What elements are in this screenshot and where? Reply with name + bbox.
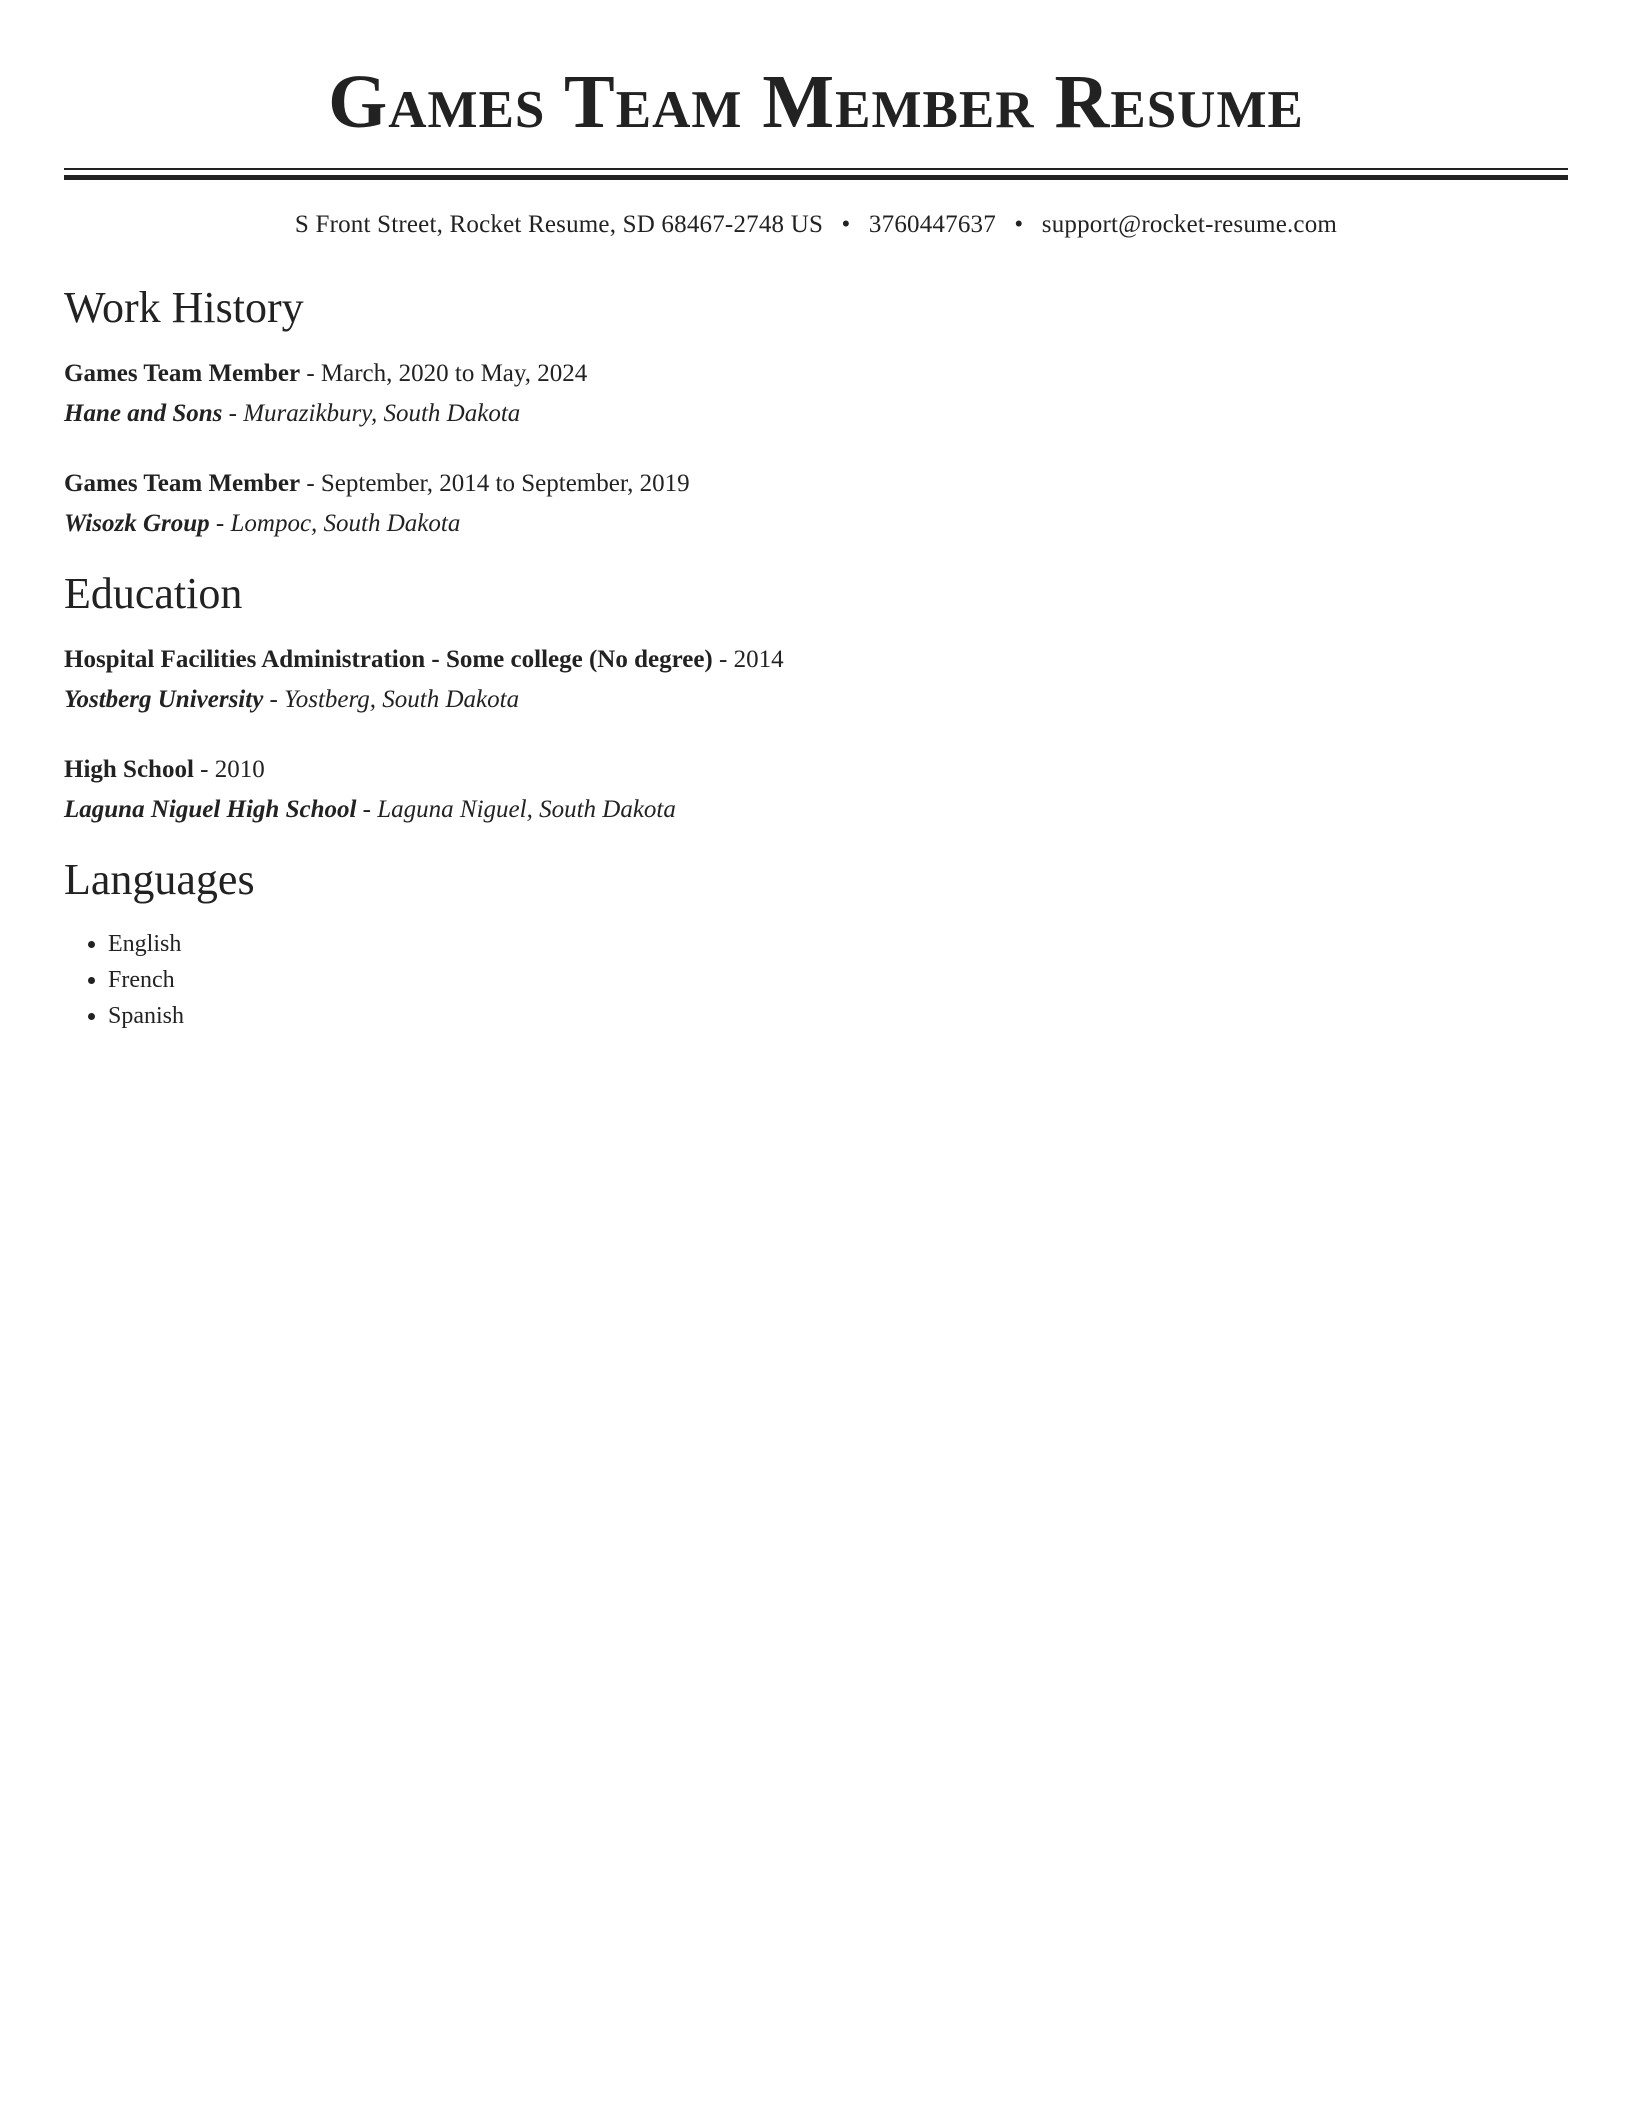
list-item: • Spanish — [108, 998, 1568, 1034]
employer-name: Wisozk Group — [64, 510, 210, 537]
employer-name: Hane and Sons — [64, 400, 223, 427]
school-name: Yostberg University — [64, 686, 264, 713]
contact-address: S Front Street, Rocket Resume, SD 68467-2748 US — [294, 211, 824, 238]
education-program-line: Hospital Facilities Administration - Some college (No degree) - 2014 — [64, 646, 784, 673]
school-location: Yostberg, South Dakota — [284, 686, 520, 713]
section-heading: Work History — [64, 283, 304, 332]
contact-separator: • — [1014, 211, 1024, 238]
education-school-line: Laguna Niguel High School - Laguna Niguel, South Dakota — [64, 796, 676, 823]
graduation-year: 2010 — [214, 756, 265, 783]
title-divider — [64, 168, 1568, 180]
education-entry — [64, 750, 1568, 830]
work-entry — [64, 464, 1568, 544]
work-role-line: Games Team Member - March, 2020 to May, 2024 — [64, 360, 588, 387]
list-item: • French — [108, 962, 1568, 998]
education-section — [64, 568, 1568, 830]
work-employer-line: Wisozk Group - Lompoc, South Dakota — [64, 510, 461, 537]
languages-section — [64, 854, 1568, 1034]
divider-thick-line — [64, 175, 1568, 180]
work-role-line: Games Team Member - September, 2014 to September, 2019 — [64, 470, 690, 497]
program-name: Hospital Facilities Administration - Some college (No degree) — [64, 646, 713, 673]
school-name: Laguna Niguel High School — [64, 796, 357, 823]
education-school-line: Yostberg University - Yostberg, South Dakota — [64, 686, 520, 713]
contact-email: support@rocket-resume.com — [1041, 211, 1338, 238]
education-program-line: High School - 2010 — [64, 756, 265, 783]
work-history-section — [64, 282, 1568, 544]
section-heading: Languages — [64, 855, 255, 904]
job-dates: September, 2014 to September, 2019 — [320, 470, 690, 497]
school-location: Laguna Niguel, South Dakota — [377, 796, 676, 823]
job-title: Games Team Member — [64, 470, 301, 497]
resume-title: Games Team Member Resume — [328, 60, 1304, 144]
section-heading: Education — [64, 569, 243, 618]
job-title: Games Team Member — [64, 360, 301, 387]
contact-separator: • — [841, 211, 851, 238]
divider-thin-line — [64, 168, 1568, 170]
list-item: • English — [108, 926, 1568, 962]
graduation-year: 2014 — [733, 646, 784, 673]
job-dates: March, 2020 to May, 2024 — [320, 360, 588, 387]
languages-list — [64, 926, 1568, 1034]
contact-line — [64, 208, 1568, 242]
employer-location: Lompoc, South Dakota — [230, 510, 461, 537]
work-entry — [64, 354, 1568, 434]
work-employer-line: Hane and Sons - Murazikbury, South Dakota — [64, 400, 521, 427]
education-entry — [64, 640, 1568, 720]
contact-phone: 3760447637 — [868, 211, 996, 238]
program-name: High School — [64, 756, 194, 783]
employer-location: Murazikbury, South Dakota — [243, 400, 521, 427]
